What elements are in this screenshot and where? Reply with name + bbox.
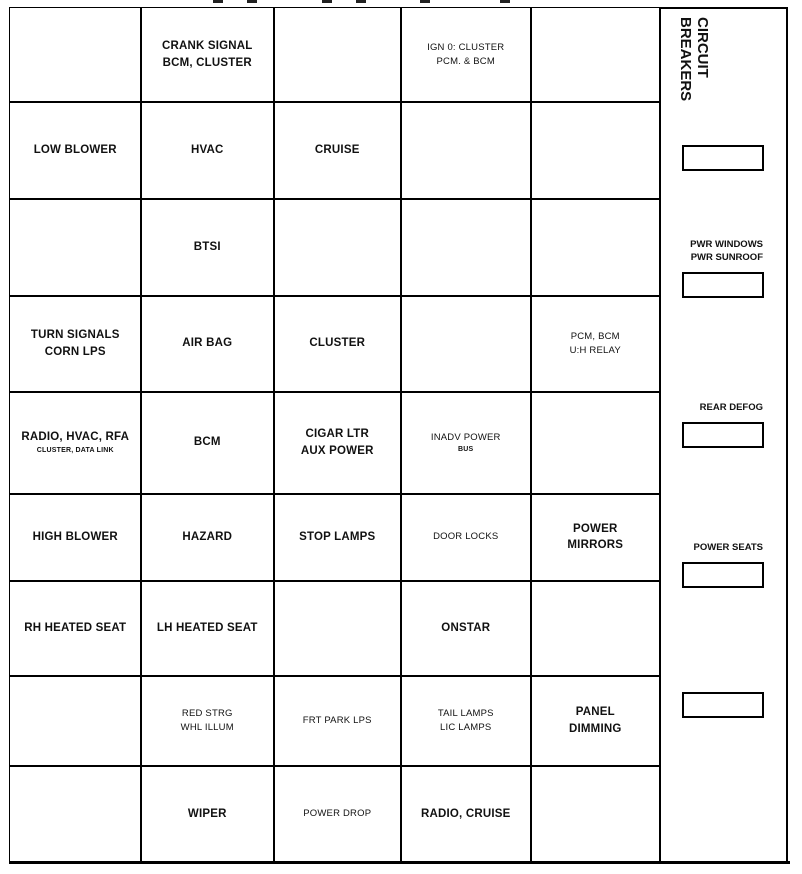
- fuse-cell: [273, 765, 402, 864]
- breaker-label: [700, 401, 763, 414]
- top-tab: [356, 0, 366, 3]
- fuse-label-line: CRANK SIGNAL: [161, 40, 253, 53]
- circuit-breakers-title: [677, 17, 711, 101]
- fuse-cell: [140, 295, 275, 393]
- fuse-label-line: RADIO, HVAC, RFA: [21, 431, 130, 444]
- top-tab: [213, 0, 223, 3]
- outer-bottom-border: [9, 861, 790, 864]
- fuse-cell: [530, 765, 661, 864]
- fuse-label-line: CORN LPS: [44, 345, 106, 358]
- fuse-cell: [273, 675, 402, 767]
- breaker-label: [694, 541, 764, 554]
- fuse-cell: [9, 101, 142, 200]
- fuse-cell: [530, 675, 661, 767]
- fuse-cell: [140, 7, 275, 103]
- fuse-cell: [400, 295, 532, 393]
- fuse-cell: [400, 101, 532, 200]
- fuse-label-line: BUS: [458, 445, 474, 453]
- fuse-label-line: BTSI: [193, 240, 221, 253]
- circuit-breaker-slot: [682, 422, 764, 448]
- fuse-label-line: CIGAR LTR: [305, 428, 370, 441]
- fuse-cell: [9, 198, 142, 297]
- fuse-cell: [530, 101, 661, 200]
- fuse-label-line: CLUSTER: [309, 337, 366, 350]
- fuse-label-line: LOW BLOWER: [33, 143, 117, 156]
- breaker-label-line: POWER SEATS: [693, 542, 763, 553]
- fuse-cell: [273, 493, 402, 582]
- fuse-cell: [530, 391, 661, 495]
- fuse-cell: [140, 391, 275, 495]
- breaker-label: [690, 238, 763, 264]
- top-tab: [247, 0, 257, 3]
- fuse-cell: [140, 198, 275, 297]
- fuse-label-line: LIC LAMPS: [440, 721, 492, 733]
- fuse-cell: [140, 580, 275, 677]
- fuse-cell: [9, 391, 142, 495]
- fuse-label-line: CLUSTER, DATA LINK: [36, 447, 114, 455]
- fuse-label-line: BCM: [193, 436, 221, 449]
- fuse-cell: [400, 391, 532, 495]
- fuse-label-line: PANEL: [575, 706, 615, 719]
- fuse-label-line: RED STRG: [181, 707, 233, 719]
- fuse-cell: [273, 580, 402, 677]
- fuse-label-line: FRT PARK LPS: [302, 714, 372, 726]
- fuse-cell: [140, 493, 275, 582]
- fuse-cell: [530, 580, 661, 677]
- fuse-label-line: POWER DROP: [303, 808, 372, 820]
- top-tab: [500, 0, 510, 3]
- fuse-cell: [273, 391, 402, 495]
- fuse-label-line: U:H RELAY: [569, 344, 621, 356]
- circuit-breaker-slot: [682, 145, 764, 171]
- fuse-cell: [9, 765, 142, 864]
- fuse-label-line: HVAC: [190, 143, 224, 156]
- fuse-label-line: DOOR LOCKS: [433, 531, 499, 543]
- fuse-label-line: WIPER: [187, 807, 227, 820]
- fuse-cell: [9, 493, 142, 582]
- fuse-label-line: PCM. & BCM: [436, 55, 495, 67]
- fuse-label-line: POWER: [573, 522, 618, 535]
- fuse-label-line: INADV POWER: [430, 431, 501, 443]
- circuit-breaker-panel: [659, 7, 788, 863]
- fuse-label-line: ONSTAR: [441, 622, 491, 635]
- fuse-cell: [273, 7, 402, 103]
- fuse-label-line: HAZARD: [182, 530, 233, 543]
- fuse-label-line: BCM, CLUSTER: [162, 56, 252, 69]
- fuse-cell: [9, 580, 142, 677]
- fuse-label-line: PCM, BCM: [570, 330, 620, 342]
- fuse-cell: [400, 765, 532, 864]
- fuse-cell: [400, 580, 532, 677]
- circuit-breaker-slot: [682, 272, 764, 298]
- fuse-label-line: TURN SIGNALS: [30, 329, 120, 342]
- fuse-cell: [9, 7, 142, 103]
- breaker-label-line: REAR DEFOG: [699, 402, 763, 413]
- breaker-label-line: PWR WINDOWS: [690, 239, 763, 250]
- fuse-cell: [400, 493, 532, 582]
- fuse-cell: [140, 765, 275, 864]
- fuse-label-line: TAIL LAMPS: [437, 707, 494, 719]
- fuse-cell: [273, 101, 402, 200]
- fuse-label-line: STOP LAMPS: [299, 530, 376, 543]
- title-line-2: BREAKERS: [677, 17, 694, 102]
- fuse-cell: [400, 198, 532, 297]
- fuse-cell: [530, 493, 661, 582]
- fuse-label-line: MIRRORS: [567, 539, 624, 552]
- fuse-label-line: LH HEATED SEAT: [156, 622, 258, 635]
- fuse-cell: [530, 295, 661, 393]
- fuse-cell: [400, 675, 532, 767]
- fuse-cell: [9, 295, 142, 393]
- fuse-cell: [273, 198, 402, 297]
- fuse-cell: [140, 101, 275, 200]
- fuse-label-line: DIMMING: [568, 722, 622, 735]
- breaker-label-line: PWR SUNROOF: [690, 252, 763, 263]
- fuse-label-line: CRUISE: [314, 143, 360, 156]
- fuse-cell: [400, 7, 532, 103]
- fuse-label-line: IGN 0: CLUSTER: [427, 41, 505, 53]
- fuse-cell: [9, 675, 142, 767]
- fuse-cell: [273, 295, 402, 393]
- circuit-breaker-slot: [682, 562, 764, 588]
- fuse-label-line: WHL ILLUM: [180, 721, 234, 733]
- fuse-cell: [530, 7, 661, 103]
- fuse-cell: [530, 198, 661, 297]
- fuse-label-line: AUX POWER: [300, 444, 374, 457]
- title-line-1: CIRCUIT: [694, 17, 711, 78]
- top-tab: [420, 0, 430, 3]
- fuse-cell: [140, 675, 275, 767]
- top-tab: [322, 0, 332, 3]
- fuse-label-line: RH HEATED SEAT: [24, 622, 127, 635]
- circuit-breaker-slot: [682, 692, 764, 718]
- fuse-label-line: HIGH BLOWER: [32, 530, 118, 543]
- fuse-label-line: AIR BAG: [182, 337, 233, 350]
- fuse-label-line: RADIO, CRUISE: [421, 807, 511, 820]
